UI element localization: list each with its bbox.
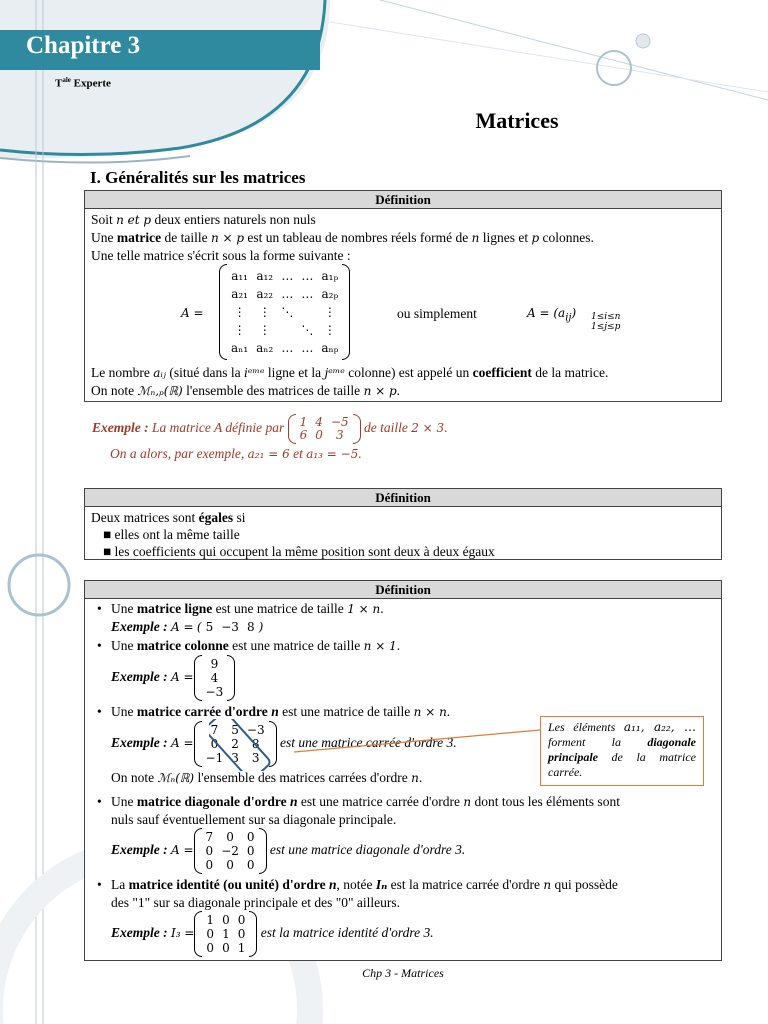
matrix-cell: 1 xyxy=(206,913,215,927)
matrix-cell: aₙₚ xyxy=(321,341,339,355)
matrix xyxy=(202,830,259,872)
identity-matrix-example: Exemple : I₃ =1 0 0 0 1 0 0 0 1 est la matrice identité d'ordre 3. xyxy=(111,913,434,955)
matrix-cell: 3 xyxy=(231,751,239,765)
matrix-cell: 4 xyxy=(315,415,323,429)
matrix-cell: 0 xyxy=(237,927,246,941)
matrix-cell: −3 xyxy=(205,685,224,699)
list-item: • Une matrice colonne est une matrice de taille n × 1. xyxy=(97,638,401,653)
diagonal-note: Les éléments a₁₁, a₂₂, … forment la diagonale principale de la matrice carrée. xyxy=(540,716,704,786)
row-matrix-example: Exemple : A = ( 5 −3 8 ) xyxy=(111,619,264,635)
list-item: ■ les coefficients qui occupent la même position sont deux à deux égaux xyxy=(103,544,495,559)
matrix-cell: aₙ₁ xyxy=(231,341,249,355)
matrix xyxy=(227,267,342,357)
matrix-cell: 0 xyxy=(226,858,234,872)
matrix-cell: 0 xyxy=(315,428,323,442)
matrix-cell: ⋱ xyxy=(301,323,314,337)
matrix-cell: −3 xyxy=(246,723,265,737)
matrix-cell: aₙ₂ xyxy=(256,341,274,355)
definition-box-equality: Définition Deux matrices sont égales si ■ elles ont la même taille ■ les coefficients qui occupent la même position sont deux à deux égaux xyxy=(84,488,722,560)
matrix-cell: 0 xyxy=(206,927,215,941)
matrix-cell: 5 xyxy=(231,723,239,737)
list-item: • Une matrice diagonale d'ordre n est une matrice carrée d'ordre n dont tous les éléments sont xyxy=(97,794,620,809)
short-notation: $A = (a_{ij})$ xyxy=(527,306,577,324)
matrix xyxy=(202,657,228,699)
matrix-cell: a₂₂ xyxy=(256,287,274,301)
matrix-cell: a₂₁ xyxy=(231,287,248,301)
matrix-cell: a₁₂ xyxy=(256,269,274,283)
matrix-cell: a₁₁ xyxy=(231,269,248,283)
matrix-cell: … xyxy=(281,341,294,355)
matrix-cell: a₂ₚ xyxy=(321,287,339,301)
level-label: $T^{ale}$ Experte xyxy=(55,76,111,90)
matrix-cell: a₁ₚ xyxy=(321,269,339,283)
matrix-cell xyxy=(297,303,317,321)
note-arrow xyxy=(290,728,550,758)
list-item: ■ elles ont la même taille xyxy=(103,527,240,542)
matrix-cell: 7 xyxy=(210,723,219,737)
column-matrix-example: Exemple : A =9 4 −3 xyxy=(91,655,715,703)
page-footer: Chp 3 - Matrices xyxy=(362,966,444,980)
matrix-cell: … xyxy=(281,287,294,301)
definition-box-special-matrices: Définition • Une matrice ligne est une matrice de taille 1 × n. Exemple : A = ( 5 −3 8 ) • Une matrice colonne est une matrice de taille n × 1. Exemple : A =9 4 −3 • Une matrice carrée d'ordre n est une matrice de taille n × n. Exemple : A =7 5 −3 0 2 8 −1 3 3 est une matrice carrée d'ordre 3. On note ℳₙ(ℝ) l'ensemble des matrices carrées d'ordre n. • Une matrice diagonale d'ordre n est une matrice carrée d'ordre n dont tous les éléments sont nuls sauf éventuellement sur sa diagonale principale. Exemple : A =7 0 0 0 −2 0 0 0 0 est une matrice diagonale d'ordre 3. • La matrice identité (ou unité) d'ordre n, notée Iₙ est la matrice carrée d'ordre n qui possède des "1" sur sa diagonale principale et des "0" ailleurs. Exemple : I₃ =1 0 0 0 1 0 0 0 1 est la matrice identité d'ordre 3. xyxy=(84,580,722,961)
square-matrix-example: Exemple : A =7 5 −3 0 2 8 −1 3 3 est une matrice carrée d'ordre 3. xyxy=(91,721,715,769)
matrix-cell: 0 xyxy=(210,737,219,751)
list-item: • Une matrice ligne est une matrice de taille 1 × n. xyxy=(97,601,384,616)
matrix-cell: 0 xyxy=(205,858,214,872)
matrix-cell: 0 xyxy=(206,941,215,955)
matrix-cell: 0 xyxy=(246,858,255,872)
matrix-cell: ⋮ xyxy=(258,305,271,319)
matrix xyxy=(202,913,249,955)
matrix-cell: 1 xyxy=(222,927,230,941)
definition-heading: Définition xyxy=(85,581,721,599)
matrix-cell: … xyxy=(301,341,314,355)
matrix-cell: 0 xyxy=(205,844,214,858)
matrix-cell: 5 xyxy=(205,620,214,635)
matrix-cell: 0 xyxy=(222,941,230,955)
matrix-cell: ⋮ xyxy=(323,323,336,337)
general-matrix-row: A = a₁₁ a₁₂ … … a₁ₚ a₂₁ a₂₂ … … a₂ₚ ⋮ ⋮ ⋱ ⋮ ⋮ ⋮ ⋱ ⋮ aₙ₁ aₙ₂ … … aₙₚ ou simplement $A = (a_{ij})$ 1≤i≤n 1≤j≤p xyxy=(91,264,715,364)
definition-heading: Définition xyxy=(85,489,721,507)
matrix-cell: 8 xyxy=(246,620,255,635)
matrix-cell: 3 xyxy=(251,751,260,765)
definition-heading: Définition xyxy=(85,191,721,209)
chapter-title: Chapitre 3 xyxy=(26,32,141,59)
matrix-cell: 1 xyxy=(237,941,246,955)
matrix-cell: 0 xyxy=(246,830,255,844)
page-title: Matrices xyxy=(475,108,559,133)
matrix-cell: ⋮ xyxy=(233,323,246,337)
matrix-cell: 3 xyxy=(335,428,344,442)
matrix xyxy=(202,620,259,635)
matrix-cell: … xyxy=(281,269,294,283)
diagonal-matrix-example: Exemple : A =7 0 0 0 −2 0 0 0 0 est une matrice diagonale d'ordre 3. xyxy=(111,830,466,872)
matrix-cell: 0 xyxy=(222,913,230,927)
matrix-cell: 8 xyxy=(251,737,260,751)
matrix-cell: −1 xyxy=(205,751,224,765)
section-title: I. Généralités sur les matrices xyxy=(90,168,306,187)
matrix-cell: ⋱ xyxy=(281,305,294,319)
matrix-cell: … xyxy=(301,269,314,283)
matrix-cell: 1 xyxy=(299,415,308,429)
definition-body: Soit n et p deux entiers naturels non nuls Une matrice de taille n × p est un tableau de nombres réels formé de n lignes et p colonnes. Une telle matrice s'écrit sous la forme suivante : A = a₁₁ a₁₂ … … a₁ₚ a₂₁ a₂₂ … … a₂ₚ ⋮ ⋮ ⋱ ⋮ ⋮ ⋮ ⋱ ⋮ aₙ₁ aₙ₂ … … aₙₚ ou simplement $A = (a_{ij})$ 1≤i≤n 1≤j≤p Le nombre aᵢⱼ (situé dans la iᵉᵐᵉ ligne et la jᵉᵐᵉ colonne) est appelé un coefficient de la matrice. On note ℳₙ,ₚ(ℝ) l'ensemble des matrices de taille n × p. xyxy=(85,209,721,404)
matrix-cell: −2 xyxy=(221,844,239,858)
matrix-cell: ⋮ xyxy=(233,305,246,319)
index-range: 1≤i≤n 1≤j≤p xyxy=(591,312,621,332)
list-item: • Une matrice carrée d'ordre n est une matrice de taille n × n. xyxy=(97,704,451,719)
list-item: • La matrice identité (ou unité) d'ordre n, notée Iₙ est la matrice carrée d'ordre n qui possède xyxy=(97,877,618,892)
matrix-cell: 7 xyxy=(205,830,214,844)
matrix-cell: … xyxy=(301,287,314,301)
matrix-cell: 0 xyxy=(226,830,234,844)
matrix-cell: ⋮ xyxy=(323,305,336,319)
example-1: Exemple : La matrice A définie par 1 4 −5 6 0 3 de taille 2 × 3. xyxy=(92,415,448,442)
matrix-cell: 2 xyxy=(231,737,239,751)
matrix xyxy=(296,416,353,442)
matrix-cell: 0 xyxy=(246,844,255,858)
matrix-cell: −3 xyxy=(221,620,239,635)
example-1-conclusion: On a alors, par exemple, a₂₁ = 6 et a₁₃ = −5. xyxy=(110,446,362,461)
matrix-cell: ⋮ xyxy=(258,323,271,337)
matrix-cell xyxy=(277,321,297,339)
general-matrix xyxy=(219,264,350,360)
matrix-cell: −5 xyxy=(330,415,349,429)
matrix-cell: 4 xyxy=(210,671,219,685)
matrix-cell: 9 xyxy=(210,657,219,671)
definition-box-matrix xyxy=(84,190,722,402)
matrix-cell: 6 xyxy=(299,428,308,442)
matrix-cell: 0 xyxy=(237,913,246,927)
